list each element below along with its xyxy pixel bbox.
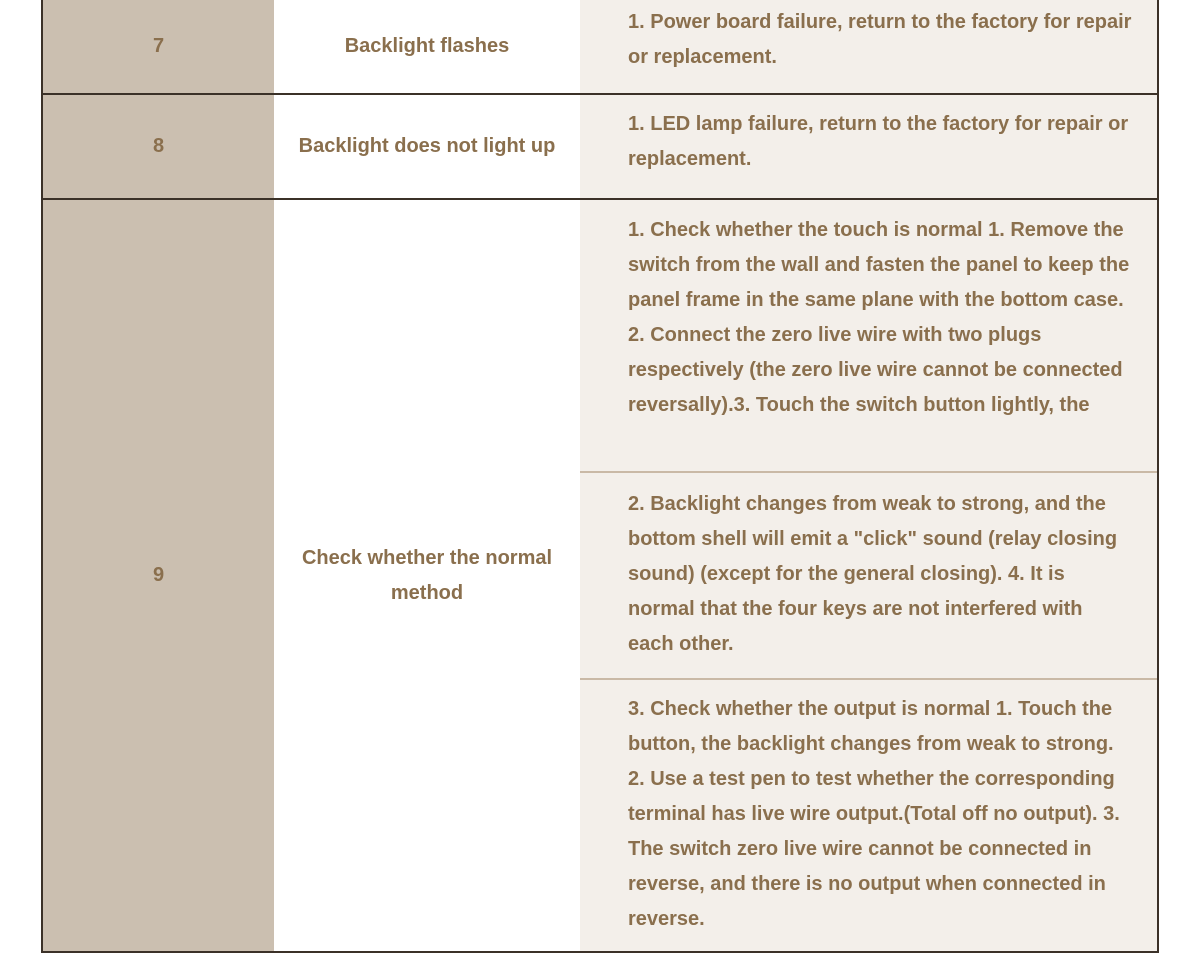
table-row xyxy=(43,200,1157,951)
row-number: 9 xyxy=(43,200,274,951)
fault-solution-cell xyxy=(580,200,1157,951)
fault-solution-cell xyxy=(580,0,1157,93)
fault-solution-cell xyxy=(580,95,1157,198)
fault-name: Backlight flashes xyxy=(274,0,580,93)
fault-name: Backlight does not light up xyxy=(274,95,580,198)
fault-solution: 1. Power board failure, return to the factory for repair or replacement. xyxy=(628,11,1132,68)
fault-name: Check whether the normal method xyxy=(274,200,580,951)
solution-step-2: 2. Backlight changes from weak to strong, and the bottom shell will emit a "click" sound (relay closing sound) (except for the general closing). 4. It is normal that the four keys are not interfered with each other. xyxy=(628,493,1118,655)
table-row xyxy=(43,0,1157,95)
row-number: 7 xyxy=(43,0,274,93)
subrow-divider xyxy=(580,471,1157,473)
solution-step-1: 1. Check whether the touch is normal 1. Remove the switch from the wall and fasten the panel to keep the panel frame in the same plane with the bottom case. 2. Connect the zero live wire with two plugs respectively (the zero live wire cannot be connected reversally).3. Touch the switch button lightly, the xyxy=(628,219,1130,416)
row-number: 8 xyxy=(43,95,274,198)
troubleshooting-table xyxy=(41,0,1159,953)
subrow-divider xyxy=(580,678,1157,680)
table-row xyxy=(43,95,1157,200)
solution-step-3: 3. Check whether the output is normal 1. Touch the button, the backlight changes from weak to strong. 2. Use a test pen to test whether the corresponding terminal has live wire output.(Total off no output). 3. The switch zero live wire cannot be connected in reverse, and there is no output when connected in reverse. xyxy=(628,698,1120,930)
fault-solution: 1. LED lamp failure, return to the factory for repair or replacement. xyxy=(628,113,1129,170)
